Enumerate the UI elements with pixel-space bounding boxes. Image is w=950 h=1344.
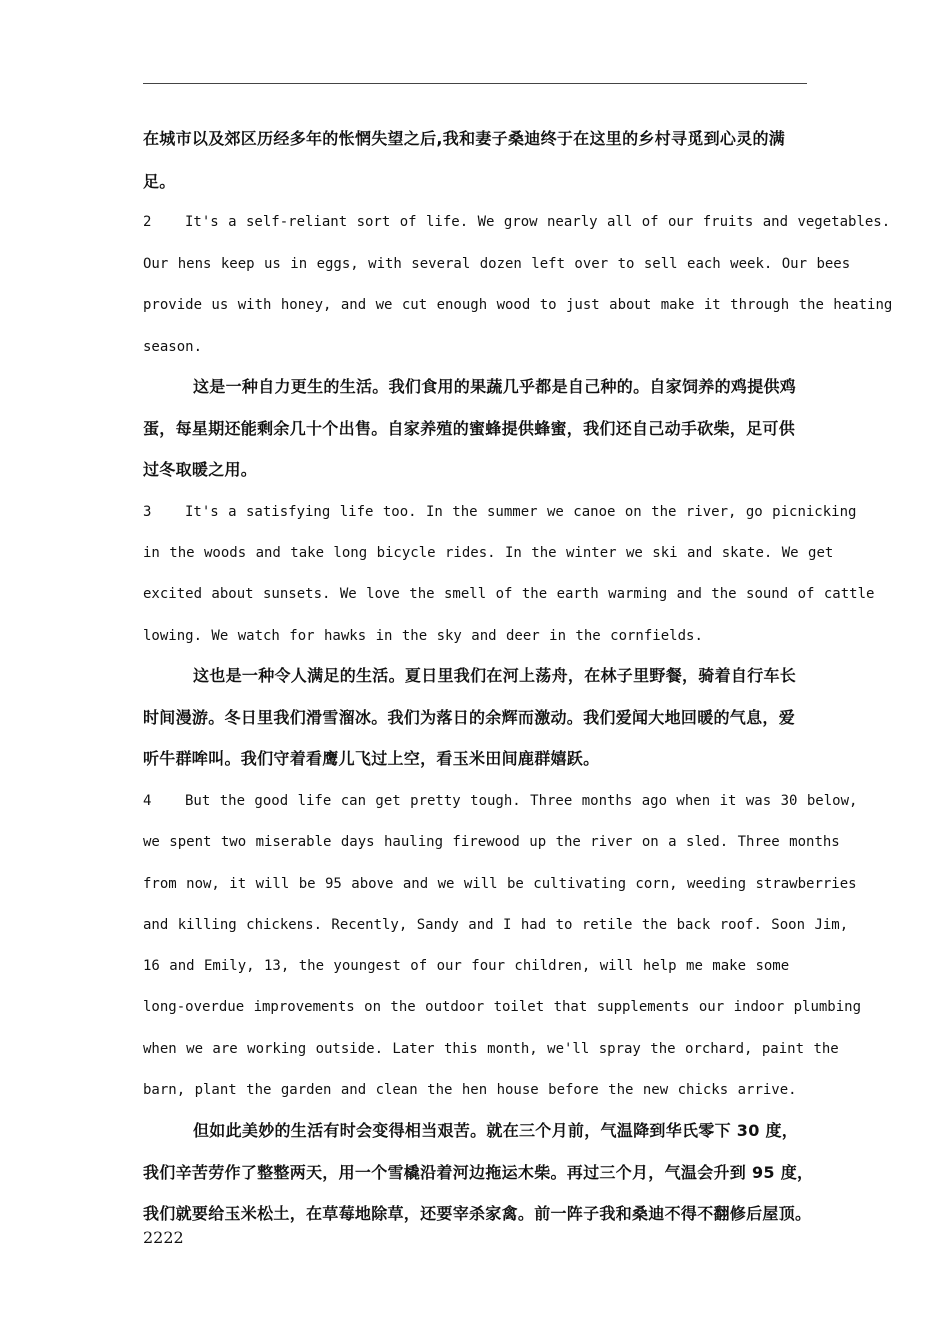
paragraph-start-line: [143, 212, 890, 232]
text-line: season.: [143, 339, 203, 355]
text-line: 足。: [143, 172, 176, 191]
text-line: from now, it will be 95 above and we will be cultivating corn, weeding strawberries: [143, 876, 857, 892]
paragraph-number: 3: [143, 504, 152, 520]
paragraph-start-line: [143, 791, 857, 811]
text-line: It's a satisfying life too. In the summer we canoe on the river, go picnicking: [185, 504, 857, 520]
text-line: and killing chickens. Recently, Sandy and I had to retile the back roof. Soon Jim,: [143, 917, 849, 933]
text-line: 我们辛苦劳作了整整两天，用一个雪橇沿着河边拖运木柴。再过三个月，气温会升到 95 度，: [143, 1163, 814, 1182]
text-line: 16 and Emily, 13, the youngest of our four children, will help me make some: [143, 958, 790, 974]
text-line: 这也是一种令人满足的生活。夏日里我们在河上荡舟，在林子里野餐，骑着自行车长: [193, 666, 797, 685]
text-line: Our hens keep us in eggs, with several dozen left over to sell each week. Our bees: [143, 256, 851, 272]
text-line: 在城市以及郊区历经多年的怅惘失望之后,我和妻子桑迪终于在这里的乡村寻觅到心灵的满: [143, 129, 786, 148]
text-line: 这是一种自力更生的生活。我们食用的果蔬几乎都是自己种的。自家饲养的鸡提供鸡: [193, 377, 797, 396]
text-line: But the good life can get pretty tough. Three months ago when it was 30 below,: [185, 793, 858, 809]
paragraph-number: 4: [143, 793, 152, 809]
text-line: barn, plant the garden and clean the hen house before the new chicks arrive.: [143, 1082, 797, 1098]
text-line: provide us with honey, and we cut enough wood to just about make it through the heating: [143, 297, 893, 313]
text-line: when we are working outside. Later this month, we'll spray the orchard, paint the: [143, 1041, 839, 1057]
header-rule: [143, 83, 807, 84]
text-line: excited about sunsets. We love the smell of the earth warming and the sound of cattle: [143, 586, 875, 602]
text-line: 过冬取暖之用。: [143, 460, 258, 479]
text-line: 但如此美妙的生活有时会变得相当艰苦。就在三个月前，气温降到华氏零下 30 度，: [193, 1121, 799, 1140]
text-line: 蛋，每星期还能剩余几十个出售。自家养殖的蜜蜂提供蜂蜜，我们还自己动手砍柴，足可供: [143, 419, 796, 438]
paragraph-number: 2: [143, 214, 152, 230]
text-line: long-overdue improvements on the outdoor toilet that supplements our indoor plumbing: [143, 999, 862, 1015]
text-line: we spent two miserable days hauling firewood up the river on a sled. Three months: [143, 834, 840, 850]
text-line: in the woods and take long bicycle rides. In the winter we ski and skate. We get: [143, 545, 834, 561]
text-line: lowing. We watch for hawks in the sky and deer in the cornfields.: [143, 628, 703, 644]
page-footer-number: 2222: [143, 1228, 184, 1247]
text-line: 时间漫游。冬日里我们滑雪溜冰。我们为落日的余辉而激动。我们爱闻大地回暖的气息，爱: [143, 708, 796, 727]
text-line: 我们就要给玉米松土，在草莓地除草，还要宰杀家禽。前一阵子我和桑迪不得不翻修后屋顶。: [143, 1204, 812, 1223]
text-line: 听牛群哞叫。我们守着看鹰儿飞过上空，看玉米田间鹿群嬉跃。: [143, 749, 600, 768]
text-line: It's a self-reliant sort of life. We grow nearly all of our fruits and vegetables.: [185, 214, 891, 230]
paragraph-start-line: [143, 502, 856, 522]
